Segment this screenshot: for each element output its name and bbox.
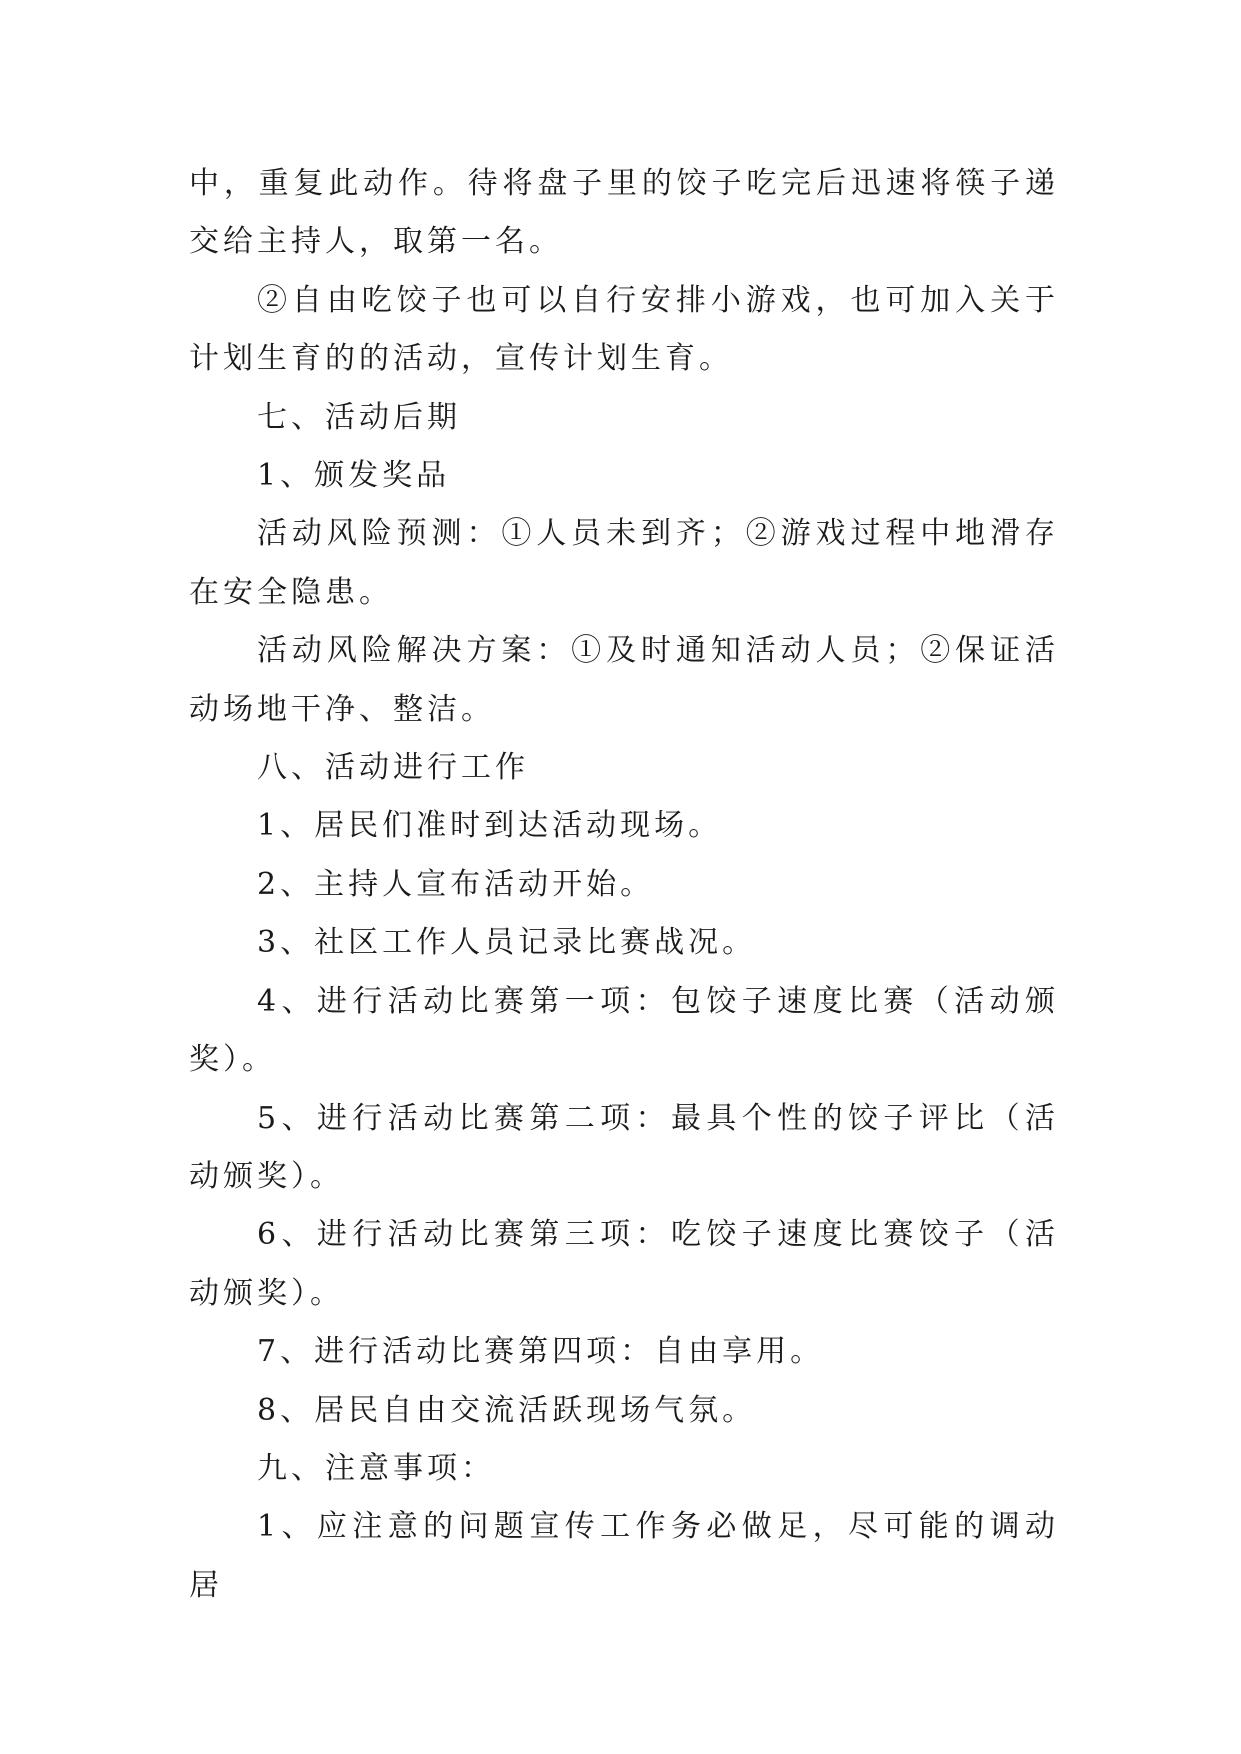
list-item-2: 2、主持人宣布活动开始。 xyxy=(257,866,655,902)
list-item-5: 5、进行活动比赛第二项：最具个性的饺子评比（活动颁奖）。 xyxy=(189,1100,1059,1194)
document-body xyxy=(189,155,1059,1615)
list-item-4: 4、进行活动比赛第一项：包饺子速度比赛（活动颁奖）。 xyxy=(189,983,1059,1078)
list-item-3: 3、社区工作人员记录比赛战况。 xyxy=(257,925,757,961)
paragraph-risk-solution: 活动风险解决方案：①及时通知活动人员；②保证活动场地干净、整洁。 xyxy=(189,633,1059,727)
section-heading-notes: 九、注意事项： xyxy=(257,1450,495,1486)
list-item-6: 6、进行活动比赛第三项：吃饺子速度比赛饺子（活动颁奖）。 xyxy=(189,1217,1059,1311)
section-heading-activity-work: 八、活动进行工作 xyxy=(257,750,529,786)
list-item-1: 1、居民们准时到达活动现场。 xyxy=(257,808,723,844)
list-item-award-prizes: 1、颁发奖品 xyxy=(257,458,451,494)
paragraph-free-eating: ②自由吃饺子也可以自行安排小游戏，也可加入关于计划生育的的活动，宣传计划生育。 xyxy=(189,282,1059,377)
paragraph-risk-forecast: 活动风险预测：①人员未到齐；②游戏过程中地滑存在安全隐患。 xyxy=(189,516,1059,610)
paragraph-continuation: 中，重复此动作。待将盘子里的饺子吃完后迅速将筷子递交给主持人，取第一名。 xyxy=(189,166,1059,260)
list-item-notes-1: 1、应注意的问题宣传工作务必做足，尽可能的调动居 xyxy=(189,1509,1059,1603)
section-heading-post-activity: 七、活动后期 xyxy=(257,399,461,435)
list-item-7: 7、进行活动比赛第四项：自由享用。 xyxy=(257,1334,825,1370)
list-item-8: 8、居民自由交流活跃现场气氛。 xyxy=(257,1392,757,1428)
